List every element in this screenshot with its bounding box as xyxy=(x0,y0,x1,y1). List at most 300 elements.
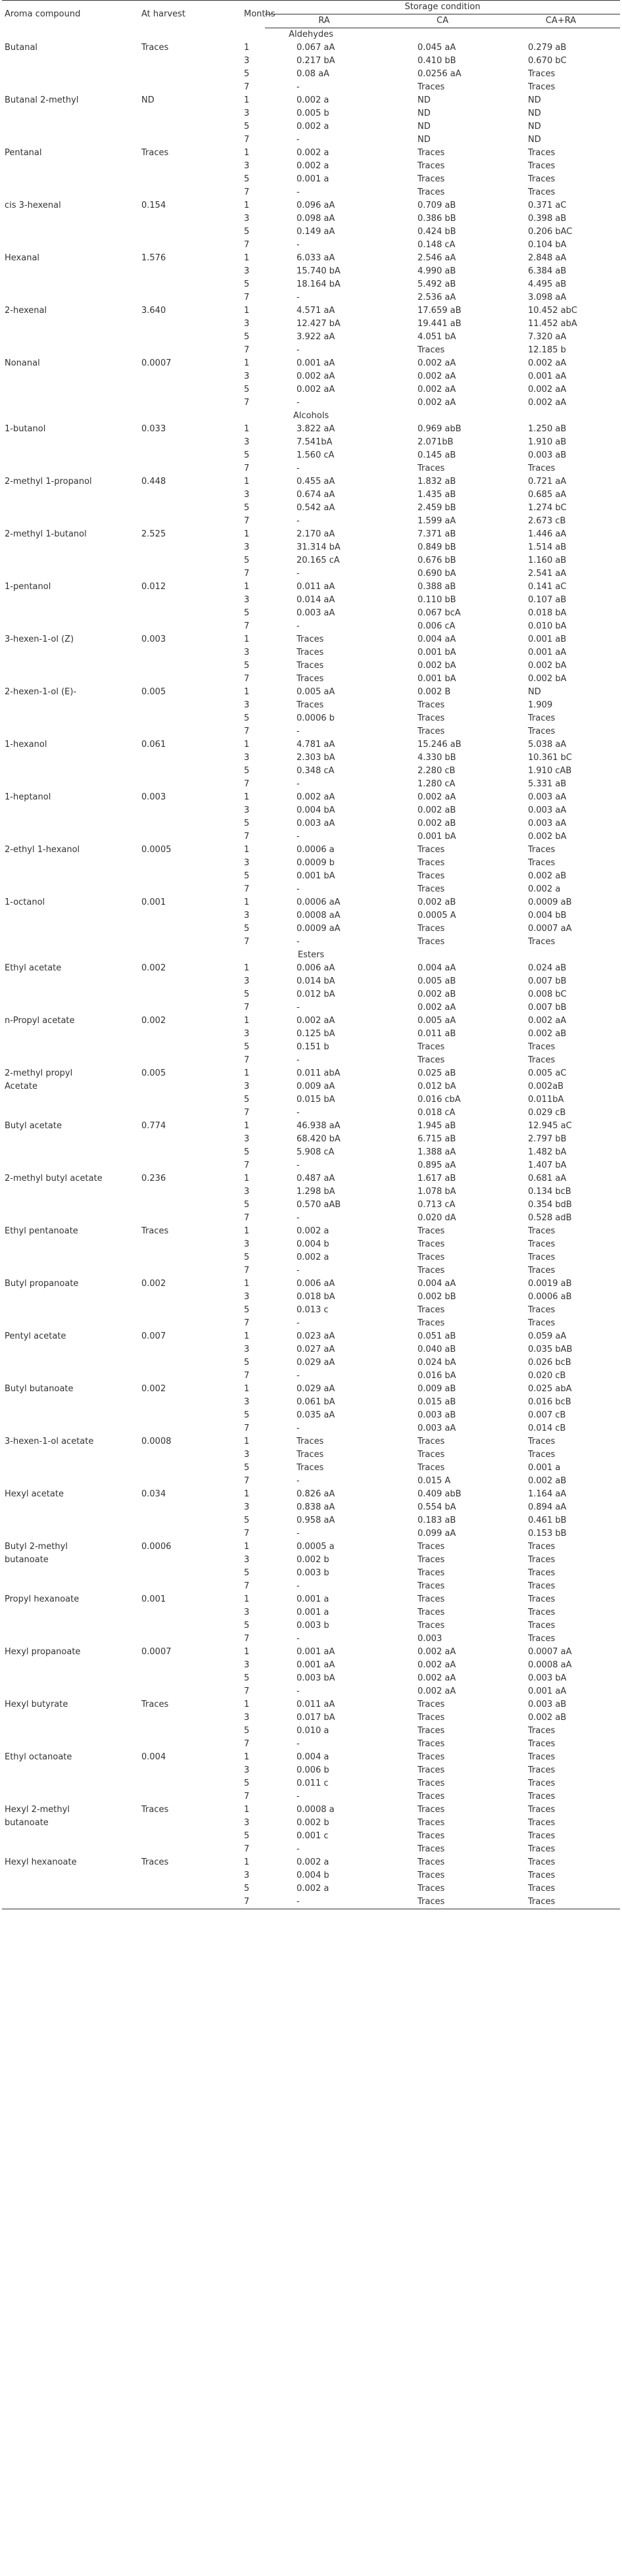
ca-ra-value: 0.153 bB xyxy=(528,1529,567,1538)
table-row xyxy=(2,1711,620,1725)
ca-ra-value: 12.945 aC xyxy=(528,1121,572,1131)
ca-ra-value: 2.797 bB xyxy=(528,1134,567,1144)
compound-name: 1-pentanol xyxy=(5,582,51,592)
table-row xyxy=(2,1172,620,1185)
ca-value: Traces xyxy=(418,713,445,723)
table-row xyxy=(2,449,620,462)
month-value: 5 xyxy=(244,503,250,513)
compound-name: Pentyl acetate xyxy=(5,1331,66,1341)
ca-value: Traces xyxy=(418,1305,445,1315)
harvest-value: Traces xyxy=(141,148,169,158)
ra-value: - xyxy=(297,569,300,579)
table-row xyxy=(2,699,620,712)
table-row xyxy=(2,633,620,646)
section-header-row xyxy=(2,28,620,42)
compound-name: Hexyl hexanoate xyxy=(5,1857,77,1867)
ca-ra-value: 0.528 adB xyxy=(528,1213,572,1223)
ra-value: 0.002 a xyxy=(297,1857,329,1867)
table-row xyxy=(2,581,620,594)
harvest-value xyxy=(133,1764,232,1777)
harvest-value: Traces xyxy=(141,1857,169,1867)
ca-value: 0.002 bA xyxy=(418,661,456,671)
compound-name-cont xyxy=(2,1304,133,1317)
ca-value: Traces xyxy=(418,1542,445,1552)
ca-value: 0.002 aA xyxy=(418,1003,456,1013)
ra-value: - xyxy=(297,1686,300,1696)
ca-ra-value: Traces xyxy=(528,1226,556,1236)
table-row xyxy=(2,1356,620,1370)
ca-value: Traces xyxy=(418,727,445,736)
table-row xyxy=(2,1659,620,1672)
ca-ra-value: Traces xyxy=(528,1831,556,1841)
ca-ra-value: 0.011bA xyxy=(528,1095,564,1105)
ca-value: Traces xyxy=(418,1581,445,1591)
ra-value: - xyxy=(297,516,300,526)
month-value: 5 xyxy=(244,1568,250,1578)
ca-value: Traces xyxy=(418,1055,445,1065)
month-value: 1 xyxy=(244,740,250,750)
ra-value: 0.002 a xyxy=(297,161,329,171)
month-value: 3 xyxy=(244,1765,250,1775)
ra-value: 0.013 c xyxy=(297,1305,329,1315)
ca-value: Traces xyxy=(418,1818,445,1828)
harvest-value xyxy=(133,751,232,765)
ra-value: 0.001 a xyxy=(297,174,329,184)
table-row xyxy=(2,1488,620,1501)
compound-name: Butanal xyxy=(5,43,38,53)
ca-value: 1.280 cA xyxy=(418,779,456,789)
harvest-value: 0.034 xyxy=(141,1489,166,1499)
ca-ra-value: 0.0019 aB xyxy=(528,1279,572,1289)
harvest-value xyxy=(133,1093,232,1107)
harvest-value: Traces xyxy=(141,1226,169,1236)
ra-value: Traces xyxy=(297,1463,324,1473)
harvest-value xyxy=(133,1606,232,1619)
month-value: 1 xyxy=(244,306,250,316)
month-value: 7 xyxy=(244,135,250,145)
ra-value: 0.096 aA xyxy=(297,201,335,210)
ca-value: 0.002 bB xyxy=(418,1292,456,1302)
compound-name-cont xyxy=(2,1882,133,1896)
ca-value: 17.659 aB xyxy=(418,306,462,316)
ra-value: 20.165 cA xyxy=(297,556,340,565)
ca-ra-value: ND xyxy=(528,95,541,105)
table-row xyxy=(2,1882,620,1896)
compound-name-cont xyxy=(2,1869,133,1882)
ca-value: Traces xyxy=(418,937,445,947)
ca-value: 0.0005 A xyxy=(418,911,456,920)
ca-value: 0.969 abB xyxy=(418,424,462,434)
ca-ra-value: ND xyxy=(528,687,541,697)
ra-value: - xyxy=(297,1476,300,1486)
compound-name-cont xyxy=(2,1133,133,1146)
ra-value: 0.149 aA xyxy=(297,227,335,237)
harvest-value: 0.012 xyxy=(141,582,166,592)
ca-value: 0.005 aA xyxy=(418,1016,456,1026)
table-row xyxy=(2,423,620,436)
month-value: 7 xyxy=(244,937,250,947)
table-row xyxy=(2,751,620,765)
header-ca: CA xyxy=(383,14,502,28)
harvest-value xyxy=(133,620,232,633)
ca-value: 2.280 cB xyxy=(418,766,456,776)
month-value: 3 xyxy=(244,595,250,605)
table-row xyxy=(2,436,620,449)
ca-value: Traces xyxy=(418,1594,445,1604)
section-title: Aldehydes xyxy=(289,30,333,39)
ca-value: 1.078 bA xyxy=(418,1187,456,1197)
month-value: 5 xyxy=(244,1358,250,1368)
ca-value: 0.709 aB xyxy=(418,201,456,210)
compound-name-cont xyxy=(2,988,133,1001)
ra-value: 0.542 aA xyxy=(297,503,335,513)
table-row xyxy=(2,1067,620,1080)
table-row xyxy=(2,41,620,55)
compound-name-cont xyxy=(2,830,133,844)
ca-value: Traces xyxy=(418,1568,445,1578)
ca-value: 0.015 A xyxy=(418,1476,451,1486)
table-row xyxy=(2,396,620,410)
month-value: 5 xyxy=(244,819,250,828)
ca-ra-value: Traces xyxy=(528,1266,556,1276)
ca-value: 0.676 bB xyxy=(418,556,456,565)
ra-value: 0.002 aA xyxy=(297,371,335,381)
harvest-value xyxy=(133,226,232,239)
ca-value: 0.002 aA xyxy=(418,792,456,802)
ca-value: 0.012 bA xyxy=(418,1082,456,1091)
month-value: 3 xyxy=(244,319,250,329)
month-value: 1 xyxy=(244,897,250,907)
month-value: 5 xyxy=(244,556,250,565)
ca-value: 2.536 aA xyxy=(418,293,456,302)
compound-name: Hexyl propanoate xyxy=(5,1647,81,1657)
ra-value: 0.005 aA xyxy=(297,687,335,697)
table-row xyxy=(2,331,620,344)
month-value: 1 xyxy=(244,1752,250,1762)
month-value: 5 xyxy=(244,69,250,79)
ca-value: 0.713 cA xyxy=(418,1200,456,1210)
month-value: 3 xyxy=(244,1397,250,1407)
ca-value: 4.990 aB xyxy=(418,266,456,276)
month-value: 5 xyxy=(244,1463,250,1473)
ra-value: - xyxy=(297,884,300,894)
ra-value: 0.006 aA xyxy=(297,1279,335,1289)
ca-value: 0.002 B xyxy=(418,687,451,697)
month-value: 1 xyxy=(244,792,250,802)
harvest-value xyxy=(133,804,232,817)
ca-value: 0.011 aB xyxy=(418,1029,456,1039)
ca-ra-value: 0.670 bC xyxy=(528,56,567,66)
compound-name-cont xyxy=(2,1343,133,1356)
month-value: 7 xyxy=(244,1581,250,1591)
table-row xyxy=(2,489,620,502)
harvest-value xyxy=(133,1843,232,1856)
ca-ra-value: 0.206 bAC xyxy=(528,227,573,237)
ra-value: Traces xyxy=(297,661,324,671)
harvest-value: 0.154 xyxy=(141,201,166,210)
compound-name-cont xyxy=(2,396,133,410)
ca-ra-value: Traces xyxy=(528,464,556,473)
table-row xyxy=(2,1580,620,1593)
compound-name-cont xyxy=(2,489,133,502)
month-value: 5 xyxy=(244,279,250,289)
ca-ra-value: 0.016 bcB xyxy=(528,1397,571,1407)
ca-value: 1.435 aB xyxy=(418,490,456,500)
month-value: 3 xyxy=(244,437,250,447)
month-value: 3 xyxy=(244,858,250,868)
compound-name: Butyl 2-methyl xyxy=(5,1542,68,1552)
ca-value: 0.003 aA xyxy=(418,1423,456,1433)
ra-value: 0.348 cA xyxy=(297,766,335,776)
compound-name: Ethyl octanoate xyxy=(5,1752,72,1762)
ca-ra-value: 1.446 aA xyxy=(528,529,567,539)
table-row xyxy=(2,1554,620,1567)
ra-value: Traces xyxy=(297,1450,324,1460)
month-value: 1 xyxy=(244,201,250,210)
ca-ra-value: 0.141 aC xyxy=(528,582,567,592)
ca-ra-value: 0.024 aB xyxy=(528,963,567,973)
harvest-value xyxy=(133,370,232,383)
ca-value: 1.945 aB xyxy=(418,1121,456,1131)
compound-name-cont xyxy=(2,1514,133,1527)
ca-ra-value: 0.008 bC xyxy=(528,990,567,999)
harvest-value: 0.003 xyxy=(141,634,166,644)
ca-value: Traces xyxy=(418,1450,445,1460)
ra-value: - xyxy=(297,1423,300,1433)
month-value: 1 xyxy=(244,1857,250,1867)
ca-ra-value: 0.681 aA xyxy=(528,1174,567,1183)
compound-name-cont xyxy=(2,186,133,199)
table-row xyxy=(2,1448,620,1462)
compound-name: 3-hexen-1-ol acetate xyxy=(5,1437,94,1446)
month-value: 1 xyxy=(244,1805,250,1815)
table-row xyxy=(2,1409,620,1422)
table-row xyxy=(2,528,620,541)
ra-value: 0.0009 b xyxy=(297,858,335,868)
table-row xyxy=(2,567,620,581)
ca-value: 0.099 aA xyxy=(418,1529,456,1538)
harvest-value xyxy=(133,712,232,725)
compound-name-cont xyxy=(2,212,133,226)
ra-value: 0.08 aA xyxy=(297,69,329,79)
table-row xyxy=(2,81,620,94)
harvest-value: 0.0007 xyxy=(141,1647,172,1657)
ca-value: Traces xyxy=(418,1437,445,1446)
ca-ra-value: 0.003 aB xyxy=(528,450,567,460)
compound-name: 2-ethyl 1-hexanol xyxy=(5,845,80,855)
ca-value: Traces xyxy=(418,1792,445,1801)
ra-value: 0.958 aA xyxy=(297,1515,335,1525)
month-value: 1 xyxy=(244,1226,250,1236)
harvest-value: 0.005 xyxy=(141,687,166,697)
compound-name-cont xyxy=(2,673,133,686)
month-value: 3 xyxy=(244,1029,250,1039)
ca-ra-value: 0.894 aA xyxy=(528,1502,567,1512)
compound-name-cont xyxy=(2,646,133,659)
ca-ra-value: Traces xyxy=(528,82,556,92)
table-row xyxy=(2,55,620,68)
ra-value: - xyxy=(297,1634,300,1644)
ca-value: 0.002 aB xyxy=(418,819,456,828)
table-row xyxy=(2,1843,620,1856)
ca-ra-value: Traces xyxy=(528,1778,556,1788)
ca-value: 0.183 aB xyxy=(418,1515,456,1525)
table-body xyxy=(2,28,620,1909)
ra-value: 46.938 aA xyxy=(297,1121,341,1131)
harvest-value xyxy=(133,1633,232,1646)
harvest-value xyxy=(133,186,232,199)
ca-value: Traces xyxy=(418,1239,445,1249)
ca-value: 0.015 aB xyxy=(418,1397,456,1407)
month-value: 7 xyxy=(244,1634,250,1644)
table-row xyxy=(2,1251,620,1264)
table-row xyxy=(2,896,620,909)
ca-value: 0.006 cA xyxy=(418,621,456,631)
month-value: 7 xyxy=(232,1896,265,1909)
ra-value: - xyxy=(297,464,300,473)
table-row xyxy=(2,1435,620,1448)
ca-ra-value: 0.0008 aA xyxy=(528,1660,572,1670)
harvest-value: 0.236 xyxy=(141,1174,166,1183)
ca-value: 5.492 aB xyxy=(418,279,456,289)
ra-value: Traces xyxy=(297,700,324,710)
month-value: 7 xyxy=(244,1213,250,1223)
month-value: 3 xyxy=(244,1713,250,1723)
harvest-value: Traces xyxy=(141,1805,169,1815)
harvest-value xyxy=(133,1567,232,1580)
table-row xyxy=(2,1225,620,1238)
header-aroma-compound: Aroma compound xyxy=(2,1,133,28)
compound-name: Hexyl 2-methyl xyxy=(5,1805,70,1815)
section-header-row xyxy=(2,949,620,962)
ra-value: 3.922 aA xyxy=(297,332,335,342)
harvest-value xyxy=(133,607,232,620)
ca-value: 0.148 cA xyxy=(418,240,456,250)
compound-name-cont xyxy=(2,594,133,607)
month-value: 3 xyxy=(244,1608,250,1617)
month-value: 5 xyxy=(244,990,250,999)
month-value: 7 xyxy=(244,82,250,92)
ra-value: 0.003 bA xyxy=(297,1673,335,1683)
month-value: 7 xyxy=(244,674,250,684)
ra-value: 0.001 a xyxy=(297,1594,329,1604)
ca-value: 19.441 aB xyxy=(418,319,462,329)
table-row xyxy=(2,226,620,239)
table-row xyxy=(2,909,620,922)
harvest-value xyxy=(133,331,232,344)
ra-value: 2.170 aA xyxy=(297,529,335,539)
month-value: 5 xyxy=(244,1410,250,1420)
compound-name-cont xyxy=(2,1422,133,1435)
ra-value: 0.826 aA xyxy=(297,1489,335,1499)
month-value: 1 xyxy=(244,1068,250,1078)
compound-name-cont xyxy=(2,1738,133,1751)
table-row xyxy=(2,1159,620,1172)
table-row xyxy=(2,1896,620,1909)
table-row xyxy=(2,1672,620,1685)
month-value: 1 xyxy=(244,253,250,263)
compound-name-cont xyxy=(2,1291,133,1304)
ca-value: 0.045 aA xyxy=(418,43,456,53)
harvest-value xyxy=(133,55,232,68)
harvest-value: 0.001 xyxy=(141,897,166,907)
ra-value: 0.125 bA xyxy=(297,1029,335,1039)
table-row xyxy=(2,1330,620,1343)
ca-ra-value: Traces xyxy=(528,1568,556,1578)
table-row xyxy=(2,1277,620,1291)
table-row xyxy=(2,778,620,791)
harvest-value xyxy=(133,1527,232,1540)
month-value: 3 xyxy=(244,1239,250,1249)
harvest-value xyxy=(133,909,232,922)
ca-ra-value: Traces xyxy=(528,1752,556,1762)
ca-ra-value: 0.134 bcB xyxy=(528,1187,571,1197)
month-value: 1 xyxy=(244,1279,250,1289)
ca-value: 0.002 aB xyxy=(418,897,456,907)
ca-value: Traces xyxy=(418,700,445,710)
ra-value: Traces xyxy=(297,634,324,644)
ca-value: 0.002 aA xyxy=(418,1686,456,1696)
month-value: 1 xyxy=(244,1121,250,1131)
table-row xyxy=(2,120,620,133)
ca-ra-value: 1.274 bC xyxy=(528,503,567,513)
compound-name: cis 3-hexenal xyxy=(5,201,61,210)
ca-ra-value: Traces xyxy=(528,858,556,868)
compound-name-cont xyxy=(2,607,133,620)
month-value: 5 xyxy=(244,1200,250,1210)
harvest-value xyxy=(133,265,232,278)
ca-value: Traces xyxy=(418,1884,445,1894)
ca-value: 0.025 aB xyxy=(418,1068,456,1078)
harvest-value xyxy=(133,1685,232,1698)
ra-value: 0.004 b xyxy=(297,1871,329,1880)
compound-name-cont xyxy=(2,817,133,830)
month-value: 5 xyxy=(244,608,250,618)
ra-value: Traces xyxy=(297,648,324,657)
compound-name-cont xyxy=(2,1317,133,1330)
compound-name-cont xyxy=(2,659,133,673)
ca-ra-value: Traces xyxy=(528,1581,556,1591)
table-row xyxy=(2,1764,620,1777)
harvest-value xyxy=(133,922,232,936)
ra-value: - xyxy=(297,1160,300,1170)
ra-value: 0.002 aA xyxy=(297,385,335,394)
ra-value: 0.011 abA xyxy=(297,1068,341,1078)
ca-ra-value: 0.0006 aB xyxy=(528,1292,572,1302)
month-value: 5 xyxy=(244,1673,250,1683)
month-value: 3 xyxy=(244,161,250,171)
ra-value: 0.0006 a xyxy=(297,845,335,855)
month-value: 3 xyxy=(244,648,250,657)
table-row xyxy=(2,922,620,936)
harvest-value xyxy=(133,68,232,81)
ca-ra-value: 0.001 a xyxy=(528,1463,561,1473)
month-value: 3 xyxy=(244,1818,250,1828)
ca-value: Traces xyxy=(418,1555,445,1565)
harvest-value xyxy=(133,1462,232,1475)
ra-value: - xyxy=(297,1003,300,1013)
compound-name-cont xyxy=(2,55,133,68)
ca-ra-value: 2.541 aA xyxy=(528,569,567,579)
ra-value: 0.010 a xyxy=(297,1726,329,1736)
ca-ra-value: Traces xyxy=(528,727,556,736)
table-row xyxy=(2,1501,620,1514)
compound-name-cont xyxy=(2,1238,133,1251)
month-value: 1 xyxy=(244,845,250,855)
ca-ra-value: 0.002 aB xyxy=(528,1476,567,1486)
ra-value: 0.011 aA xyxy=(297,582,335,592)
table-row xyxy=(2,304,620,318)
